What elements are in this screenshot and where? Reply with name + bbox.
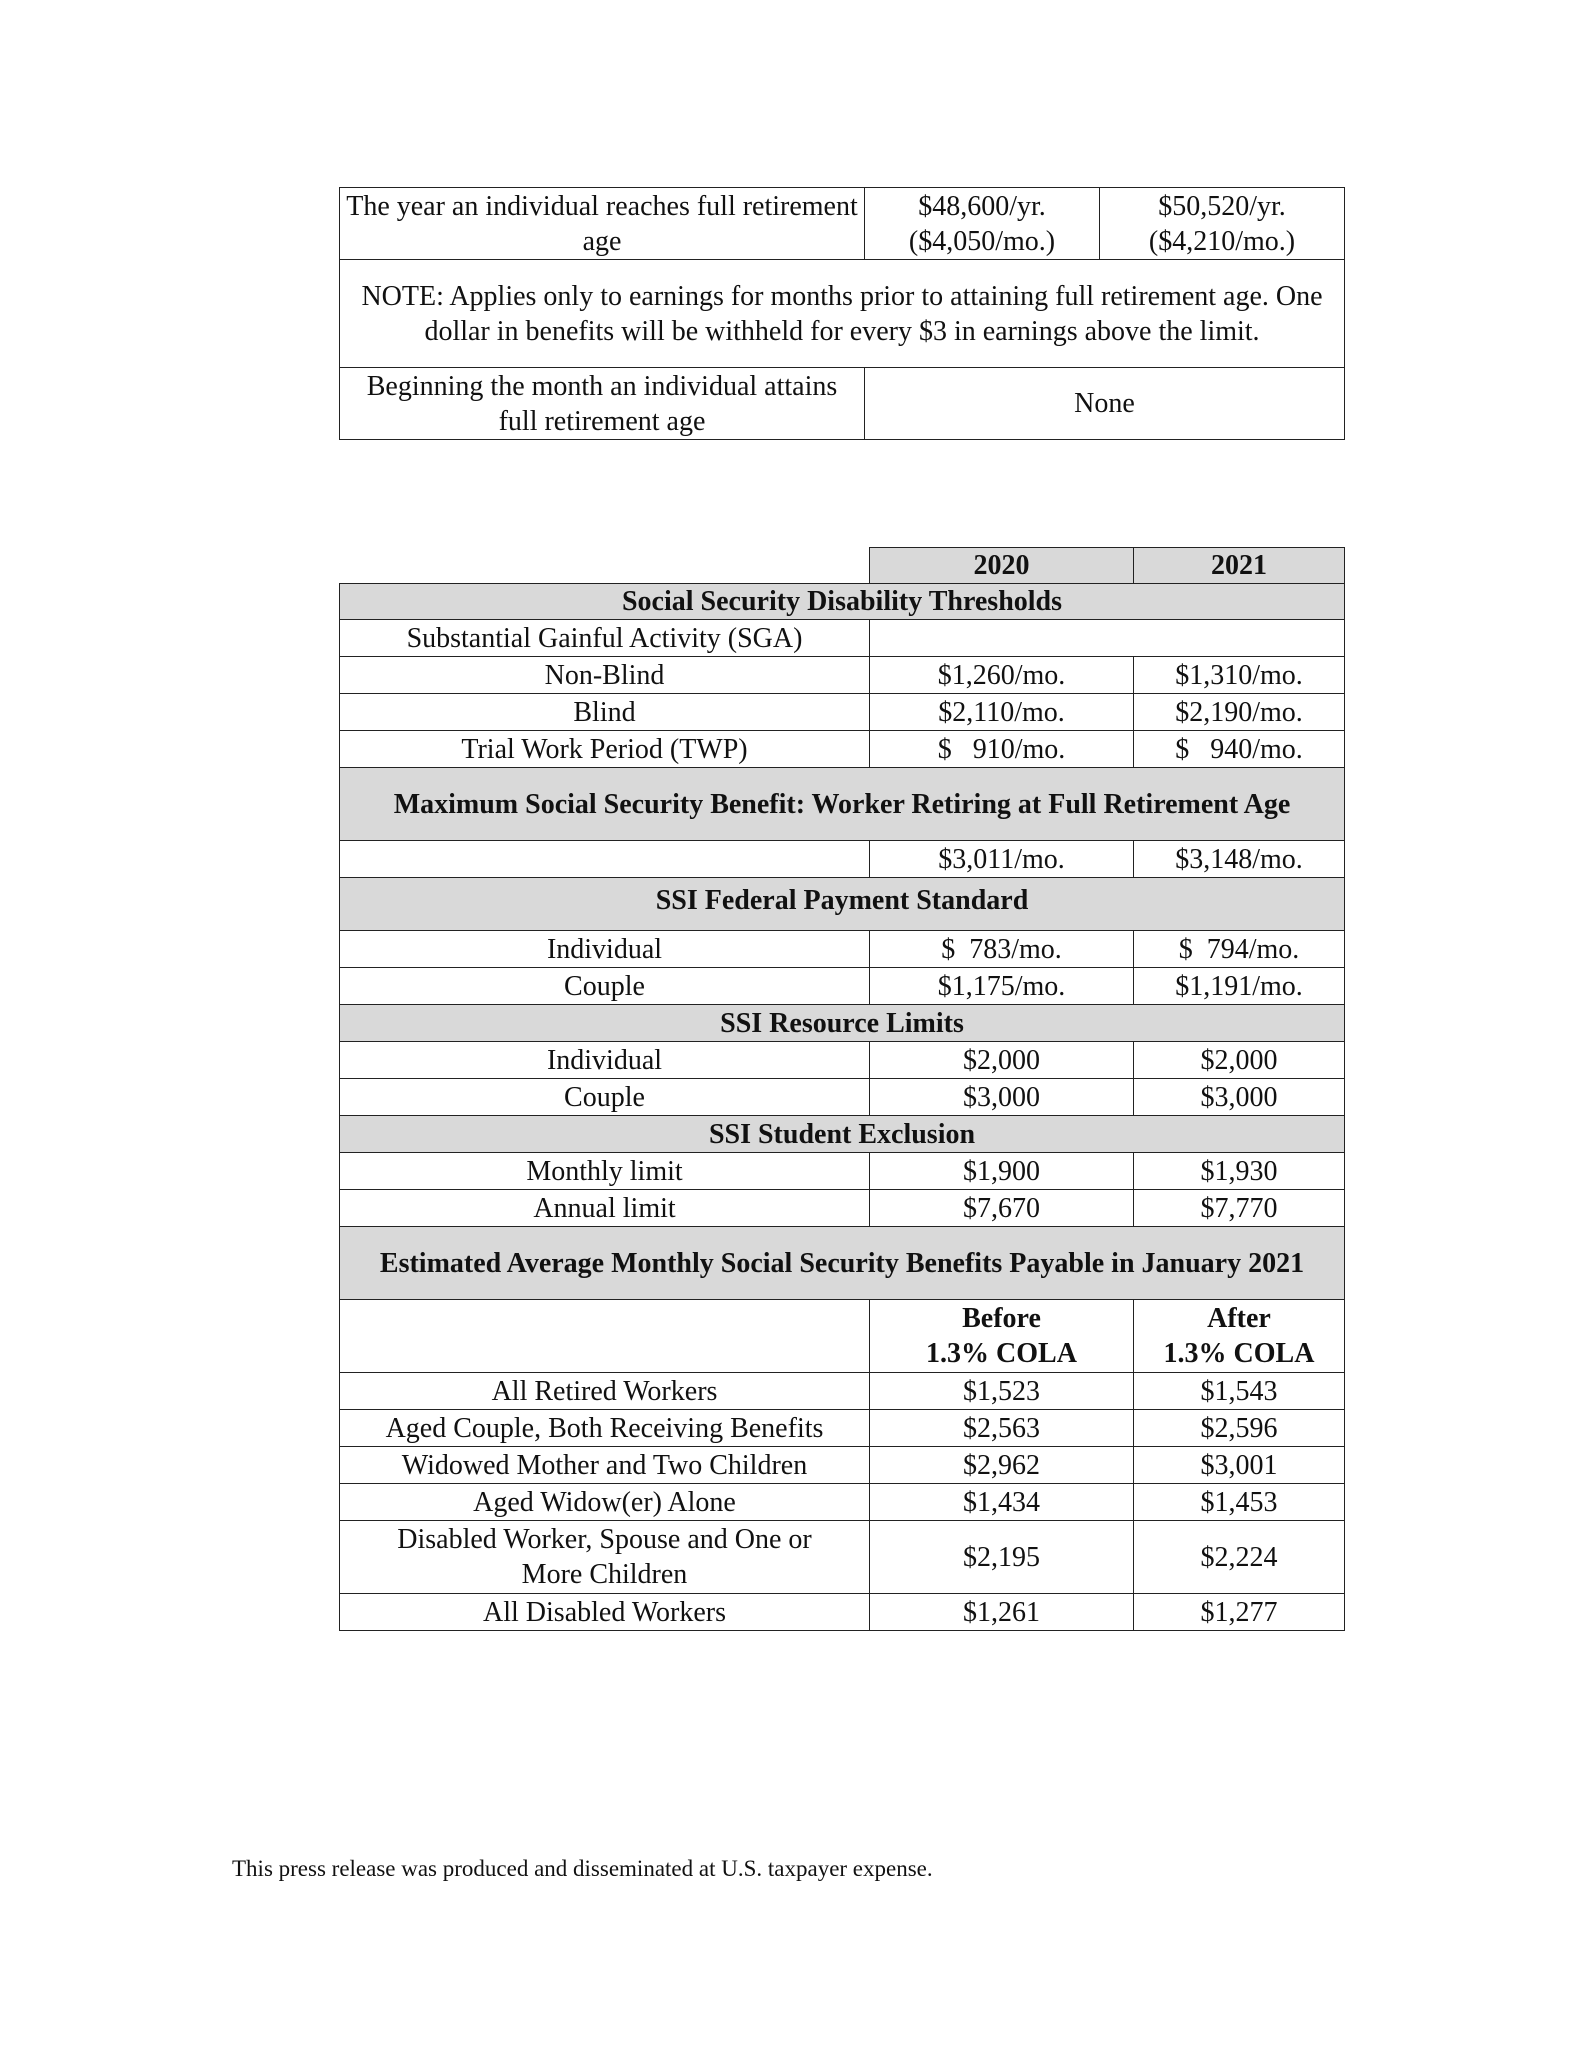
- value-2020: $1,900: [870, 1153, 1134, 1190]
- row-label: Widowed Mother and Two Children: [340, 1447, 870, 1484]
- value-2021: $7,770: [1134, 1190, 1345, 1227]
- value-line: ($4,210/mo.): [1148, 225, 1296, 257]
- table-row: [340, 1410, 1345, 1447]
- value-2021: $ 940/mo.: [1134, 731, 1345, 768]
- thresholds-table: [339, 547, 1345, 1631]
- row-label: Couple: [340, 968, 870, 1005]
- value-after: $2,224: [1134, 1521, 1345, 1594]
- col-header-after-cola: [1134, 1300, 1345, 1373]
- row-label: Monthly limit: [340, 1153, 870, 1190]
- table-row: [340, 1447, 1345, 1484]
- value-after: $1,543: [1134, 1373, 1345, 1410]
- value-2021: $1,310/mo.: [1134, 657, 1345, 694]
- row-label: Substantial Gainful Activity (SGA): [340, 620, 870, 657]
- col-header-2020: 2020: [870, 548, 1134, 584]
- section-heading: SSI Resource Limits: [340, 1005, 1345, 1042]
- value-2021: $ 794/mo.: [1134, 931, 1345, 968]
- note-text: NOTE: Applies only to earnings for months prior to attaining full retirement age. One dollar in benefits will be withheld for every $3 in earnings above the limit.: [340, 260, 1345, 368]
- value-none: None: [865, 368, 1345, 440]
- header-line: Before: [962, 1303, 1041, 1334]
- row-label: Blind: [340, 694, 870, 731]
- table-row: [340, 620, 1345, 657]
- table-row: [340, 1190, 1345, 1227]
- table-row: [340, 1042, 1345, 1079]
- section-heading-row: [340, 584, 1345, 620]
- value-2020: $7,670: [870, 1190, 1134, 1227]
- header-line: After: [1207, 1303, 1271, 1334]
- value-2020: $2,000: [870, 1042, 1134, 1079]
- value-2021: $1,191/mo.: [1134, 968, 1345, 1005]
- value-before: $2,195: [870, 1521, 1134, 1594]
- row-label: Individual: [340, 1042, 870, 1079]
- value-after: $1,453: [1134, 1484, 1345, 1521]
- row-label: Disabled Worker, Spouse and One or More Children: [340, 1521, 870, 1594]
- header-line: 1.3% COLA: [1163, 1338, 1315, 1369]
- section-heading: Social Security Disability Thresholds: [340, 584, 1345, 620]
- row-label: Beginning the month an individual attains full retirement age: [340, 368, 865, 440]
- table-row: [340, 1300, 1345, 1373]
- value-2020: $3,000: [870, 1079, 1134, 1116]
- section-heading-row: [340, 878, 1345, 931]
- value-before: $1,434: [870, 1484, 1134, 1521]
- row-label: All Retired Workers: [340, 1373, 870, 1410]
- table-row: [340, 731, 1345, 768]
- section-heading: SSI Federal Payment Standard: [340, 878, 1345, 931]
- row-label: All Disabled Workers: [340, 1594, 870, 1631]
- section-heading-row: [340, 1116, 1345, 1153]
- value-before: $2,962: [870, 1447, 1134, 1484]
- col-header-2021: 2021: [1134, 548, 1345, 584]
- row-label: Non-Blind: [340, 657, 870, 694]
- value-2020: $ 910/mo.: [870, 731, 1134, 768]
- empty-cell: [870, 620, 1345, 657]
- table-row: [340, 931, 1345, 968]
- value-2020: $ 783/mo.: [870, 931, 1134, 968]
- value-2021: $2,000: [1134, 1042, 1345, 1079]
- table-row: [340, 841, 1345, 878]
- row-label: The year an individual reaches full retirement age: [340, 188, 865, 260]
- row-label: Individual: [340, 931, 870, 968]
- value-2020: $3,011/mo.: [870, 841, 1134, 878]
- table-row: [340, 694, 1345, 731]
- table-row: [340, 1079, 1345, 1116]
- footer-disclaimer: This press release was produced and disseminated at U.S. taxpayer expense.: [232, 1856, 933, 1881]
- section-heading: Estimated Average Monthly Social Security Benefits Payable in January 2021: [340, 1227, 1345, 1300]
- table-row: [340, 1153, 1345, 1190]
- col-header-before-cola: [870, 1300, 1134, 1373]
- table-row: [340, 188, 1345, 260]
- value-before: $2,563: [870, 1410, 1134, 1447]
- value-2020: [865, 188, 1100, 260]
- empty-cell: [340, 1300, 870, 1373]
- row-label: Trial Work Period (TWP): [340, 731, 870, 768]
- value-2021: $2,190/mo.: [1134, 694, 1345, 731]
- section-heading-row: [340, 768, 1345, 841]
- value-2020: $1,175/mo.: [870, 968, 1134, 1005]
- table-row: [340, 1594, 1345, 1631]
- section-heading-row: [340, 1227, 1345, 1300]
- value-line: $50,520/yr.: [1158, 190, 1286, 222]
- value-after: $3,001: [1134, 1447, 1345, 1484]
- value-after: $2,596: [1134, 1410, 1345, 1447]
- value-before: $1,261: [870, 1594, 1134, 1631]
- value-before: $1,523: [870, 1373, 1134, 1410]
- value-line: $48,600/yr.: [918, 190, 1046, 222]
- row-label: Aged Couple, Both Receiving Benefits: [340, 1410, 870, 1447]
- table-row: [340, 368, 1345, 440]
- table-row: [340, 260, 1345, 368]
- row-label: Annual limit: [340, 1190, 870, 1227]
- section-heading: Maximum Social Security Benefit: Worker Retiring at Full Retirement Age: [340, 768, 1345, 841]
- section-heading-row: [340, 1005, 1345, 1042]
- value-2021: $3,000: [1134, 1079, 1345, 1116]
- value-2021: $1,930: [1134, 1153, 1345, 1190]
- row-label: Aged Widow(er) Alone: [340, 1484, 870, 1521]
- value-line: ($4,050/mo.): [908, 225, 1056, 257]
- table-header-row: [340, 548, 1345, 584]
- header-line: 1.3% COLA: [926, 1338, 1077, 1369]
- value-2021: $3,148/mo.: [1134, 841, 1345, 878]
- table-row: [340, 1484, 1345, 1521]
- value-2021: [1100, 188, 1345, 260]
- table-row: [340, 1521, 1345, 1594]
- value-2020: $2,110/mo.: [870, 694, 1134, 731]
- table-row: [340, 657, 1345, 694]
- table-row: [340, 1373, 1345, 1410]
- row-label: Couple: [340, 1079, 870, 1116]
- value-after: $1,277: [1134, 1594, 1345, 1631]
- earnings-limit-table: [339, 187, 1345, 440]
- empty-cell: [340, 841, 870, 878]
- section-heading: SSI Student Exclusion: [340, 1116, 1345, 1153]
- table-row: [340, 968, 1345, 1005]
- value-2020: $1,260/mo.: [870, 657, 1134, 694]
- empty-cell: [340, 548, 870, 584]
